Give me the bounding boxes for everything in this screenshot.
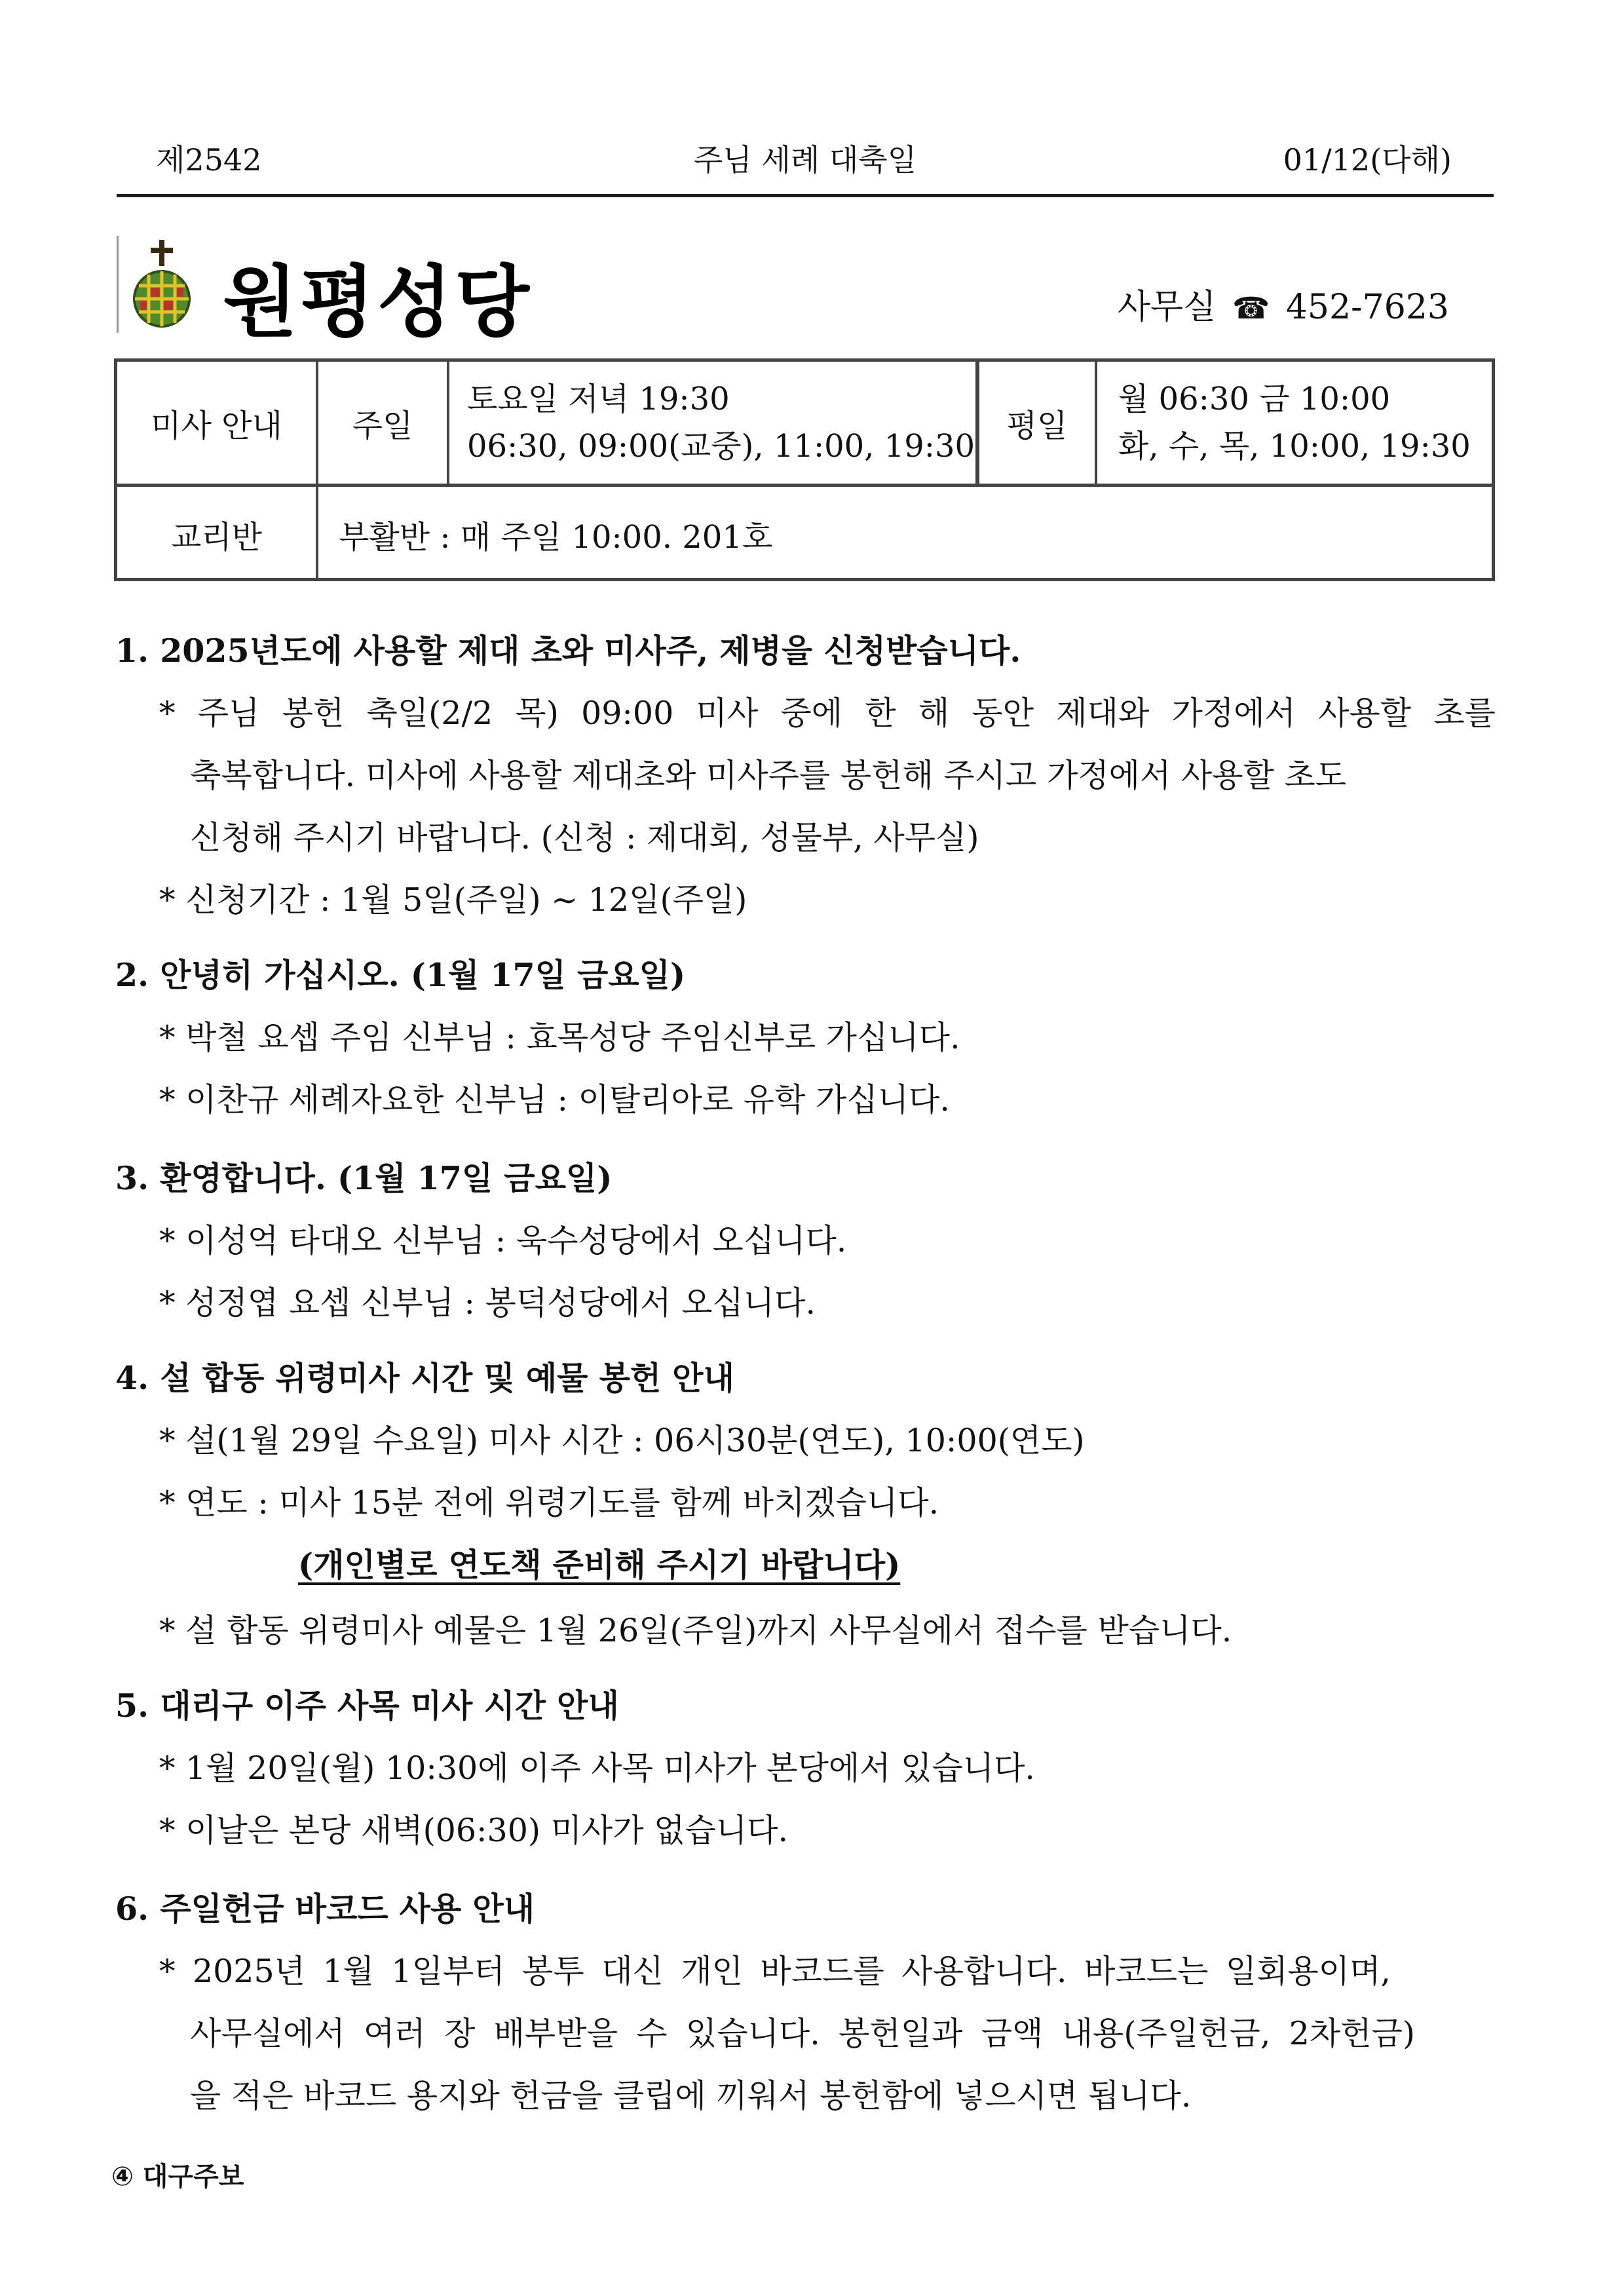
notice-title: 6. 주일헌금 바코드 사용 안내 xyxy=(115,1890,535,1928)
bulletin-header xyxy=(117,136,1494,182)
table-divider xyxy=(447,362,449,486)
notice-title: 4. 설 합동 위령미사 시간 및 예물 봉헌 안내 xyxy=(115,1359,734,1397)
parish-name: 원평성당 xyxy=(223,257,532,347)
notice-line: * 신청기간 : 1월 5일(주일) ~ 12일(주일) xyxy=(159,881,747,919)
weekday-times-line2: 화, 수, 목, 10:00, 19:30 xyxy=(1118,428,1471,465)
sunday-times-line1: 토요일 저녁 19:30 xyxy=(467,381,730,417)
notice-line: 사무실에서 여러 장 배부받을 수 있습니다. 봉헌일과 금액 내용(주일헌금, 2차헌금) xyxy=(190,2015,1415,2052)
notice-line: * 주님 봉헌 축일(2/2 목) 09:00 미사 중에 한 해 동안 제대와 가정에서 사용할 초를 xyxy=(159,695,1496,732)
notice-emphasis: (개인별로 연도책 준비해 주시기 바랍니다) xyxy=(298,1546,901,1584)
office-phone: 452-7623 xyxy=(1285,288,1449,327)
notice-line: 축복합니다. 미사에 사용할 제대초와 미사주를 봉헌해 주시고 가정에서 사용할 초도 xyxy=(190,757,1347,794)
notice-line: 신청해 주시기 바랍니다. (신청 : 제대회, 성물부, 사무실) xyxy=(190,819,979,856)
notice-title: 3. 환영합니다. (1월 17일 금요일) xyxy=(115,1159,613,1197)
bulletin-date: 01/12(다해) xyxy=(1283,142,1452,178)
issue-number: 제2542 xyxy=(156,142,262,178)
weekday-times-line1: 월 06:30 금 10:00 xyxy=(1118,381,1391,417)
page-footer: ④ 대구주보 xyxy=(111,2162,244,2192)
notice-line: * 설 합동 위령미사 예물은 1월 26일(주일)까지 사무실에서 접수를 받습니다. xyxy=(159,1612,1232,1649)
weekday-label: 평일 xyxy=(1006,407,1068,444)
feast-title: 주님 세례 대축일 xyxy=(693,142,917,178)
weekday-times xyxy=(1118,362,1498,484)
catechism-label: 교리반 xyxy=(170,518,263,556)
office-label: 사무실 xyxy=(1117,288,1217,327)
header-divider xyxy=(117,194,1494,197)
church-cross-globe-icon xyxy=(126,239,198,330)
phone-icon: ☎ xyxy=(1232,290,1270,326)
notice-line: * 2025년 1월 1일부터 봉투 대신 개인 바코드를 사용합니다. 바코드는 일회용이며, xyxy=(159,1953,1391,1990)
notice-line: * 성정엽 요셉 신부님 : 봉덕성당에서 오십니다. xyxy=(159,1284,816,1322)
sunday-label: 주일 xyxy=(352,407,413,444)
sunday-times xyxy=(467,362,975,484)
sunday-times-line2: 06:30, 09:00(교중), 11:00, 19:30 xyxy=(467,428,975,465)
banner-left-bar xyxy=(117,236,119,333)
notice-line: * 이날은 본당 새벽(06:30) 미사가 없습니다. xyxy=(159,1812,789,1849)
mass-guide-label: 미사 안내 xyxy=(151,407,282,444)
notice-line: * 1월 20일(월) 10:30에 이주 사목 미사가 본당에서 있습니다. xyxy=(159,1750,1035,1787)
catechism-value: 부활반 : 매 주일 10:00. 201호 xyxy=(339,518,773,556)
mass-schedule-table xyxy=(114,358,1495,581)
notice-title: 1. 2025년도에 사용할 제대 초와 미사주, 제병을 신청받습니다. xyxy=(115,632,1021,670)
office-contact xyxy=(1118,279,1449,328)
notice-title: 5. 대리구 이주 사목 미사 시간 안내 xyxy=(115,1687,619,1725)
notice-title: 2. 안녕히 가십시오. (1월 17일 금요일) xyxy=(115,956,686,994)
notice-line: * 박철 요셉 주임 신부님 : 효목성당 주임신부로 가십니다. xyxy=(159,1019,960,1056)
notice-line: * 연도 : 미사 15분 전에 위령기도를 함께 바치겠습니다. xyxy=(159,1484,939,1521)
notice-line: * 설(1월 29일 수요일) 미사 시간 : 06시30분(연도), 10:00(연도) xyxy=(159,1422,1085,1459)
notice-line: * 이성억 타대오 신부님 : 욱수성당에서 오십니다. xyxy=(159,1222,847,1259)
notice-line: * 이찬규 세례자요한 신부님 : 이탈리아로 유학 가십니다. xyxy=(159,1081,950,1119)
table-divider xyxy=(1095,362,1097,486)
notice-line: 을 적은 바코드 용지와 헌금을 클립에 끼워서 봉헌함에 넣으시면 됩니다. xyxy=(190,2077,1192,2114)
parish-banner xyxy=(117,236,1494,347)
